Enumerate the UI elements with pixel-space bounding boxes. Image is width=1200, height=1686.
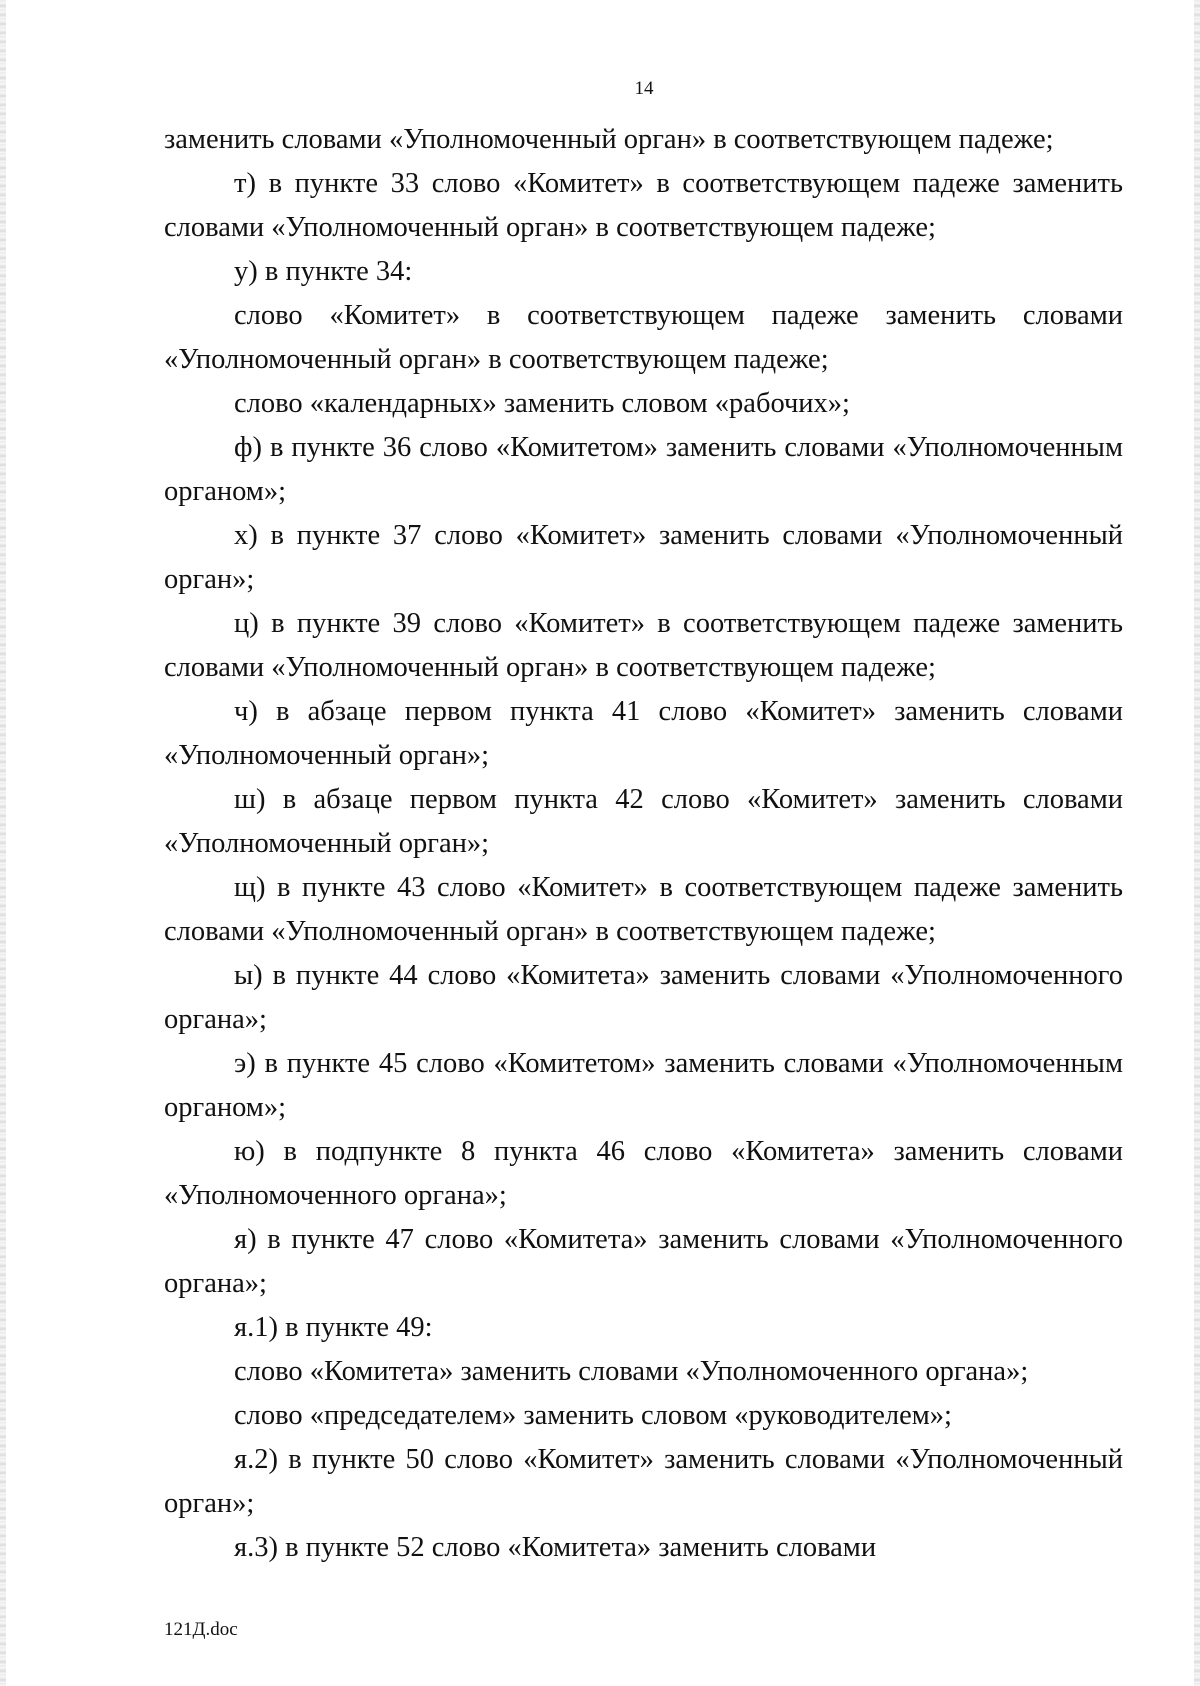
paragraph: т) в пункте 33 слово «Комитет» в соответствующем падеже заменить словами «Уполномоченный орган» в соответствующем падеже; [164,168,1123,243]
paragraph: ы) в пункте 44 слово «Комитета» заменить словами «Уполномоченного органа»; [164,960,1123,1035]
paragraph: я.1) в пункте 49: [234,1312,433,1343]
paragraph: я.2) в пункте 50 слово «Комитет» заменить словами «Уполномоченный орган»; [164,1444,1123,1519]
paragraph: слово «Комитета» заменить словами «Уполномоченного органа»; [234,1356,1029,1387]
paragraph: я) в пункте 47 слово «Комитета» заменить словами «Уполномоченного органа»; [164,1224,1123,1299]
document-body [164,118,1123,1570]
paragraph: ч) в абзаце первом пункта 41 слово «Комитет» заменить словами «Уполномоченный орган»; [164,696,1123,771]
footer-filename: 121Д.doc [164,1619,238,1640]
paragraph: заменить словами «Уполномоченный орган» в соответствующем падеже; [164,124,1054,155]
paragraph: ф) в пункте 36 слово «Комитетом» заменить словами «Уполномоченным органом»; [164,432,1123,507]
paragraph: ш) в абзаце первом пункта 42 слово «Комитет» заменить словами «Уполномоченный орган»; [164,784,1123,859]
paragraph: слово «председателем» заменить словом «руководителем»; [234,1400,952,1431]
scan-edge-left [0,0,6,1686]
paragraph: слово «календарных» заменить словом «рабочих»; [234,388,850,419]
scan-edge-right [1194,0,1200,1686]
paragraph: ц) в пункте 39 слово «Комитет» в соответствующем падеже заменить словами «Уполномоченный орган» в соответствующем падеже; [164,608,1123,683]
paragraph: я.3) в пункте 52 слово «Комитета» заменить словами [234,1532,877,1563]
paragraph: у) в пункте 34: [234,256,413,287]
paragraph: ю) в подпункте 8 пункта 46 слово «Комитета» заменить словами «Уполномоченного органа»; [164,1136,1123,1211]
paragraph: щ) в пункте 43 слово «Комитет» в соответствующем падеже заменить словами «Уполномоченный орган» в соответствующем падеже; [164,872,1123,947]
page-number: 14 [634,78,654,99]
paragraph: слово «Комитет» в соответствующем падеже заменить словами «Уполномоченный орган» в соответствующем падеже; [164,300,1123,375]
paragraph: х) в пункте 37 слово «Комитет» заменить словами «Уполномоченный орган»; [164,520,1123,595]
paragraph: э) в пункте 45 слово «Комитетом» заменить словами «Уполномоченным органом»; [164,1048,1123,1123]
